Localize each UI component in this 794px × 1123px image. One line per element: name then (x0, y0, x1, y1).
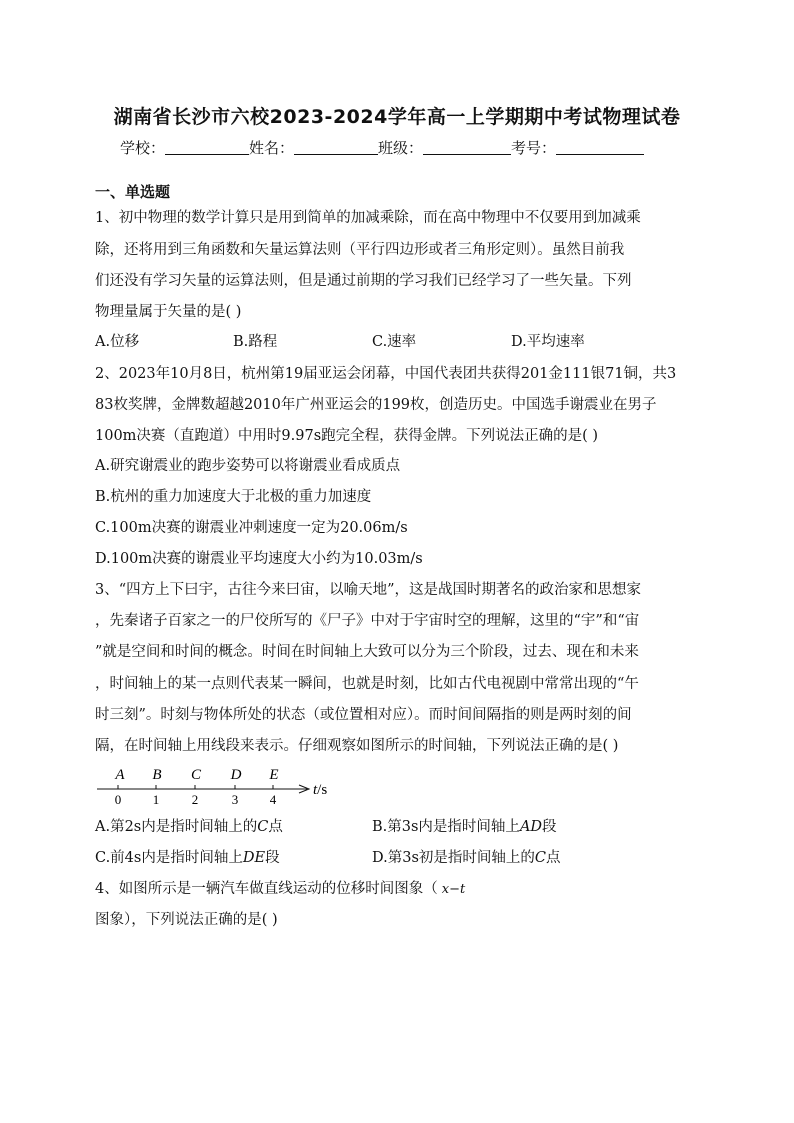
q3-option-a-text: A.第2s内是指时间轴上的 (95, 819, 258, 835)
q2-option-d[interactable]: D.100m决赛的谢震业平均速度大小约为10.03m/s (95, 551, 423, 567)
question-4-text: 4、如图所示是一辆汽车做直线运动的位移时间图象（ (95, 881, 438, 897)
name-label: 姓名： (249, 139, 295, 157)
student-info-line (120, 137, 644, 158)
question-2-line: 100m决赛（直跑道）中用时9.97s跑完全程，获得金牌。下列说法正确的是( ) (95, 428, 599, 444)
tick-label: 3 (231, 792, 239, 807)
point-label-d: D (230, 767, 242, 783)
q3-option-d-text: D.第3s初是指时间轴上的 (372, 850, 535, 866)
page-title: 湖南省长沙市六校2023-2024学年高一上学期期中考试物理试卷 (113, 106, 681, 128)
q3-option-c-text: C.前4s内是指时间轴上 (95, 850, 243, 866)
question-1-line: 1、初中物理的数学计算只是用到简单的加减乘除，而在高中物理中不仅要用到加减乘 (95, 210, 641, 226)
question-3-line: 3、“四方上下曰宇，古往今来曰宙，以喻天地”，这是战国时期著名的政治家和思想家 (95, 582, 642, 598)
q3-option-c-suffix: 段 (265, 850, 280, 866)
axis-unit-variable: t (313, 782, 318, 798)
q3-option-d-suffix: 点 (546, 850, 561, 866)
question-1-line: 除，还将用到三角函数和矢量运算法则（平行四边形或者三角形定则）。虽然目前我 (95, 242, 625, 258)
q1-option-b[interactable]: B.路程 (233, 334, 278, 350)
question-4-line (95, 877, 465, 898)
exam-no-label: 考号： (511, 139, 557, 157)
question-3-line: ”就是空间和时间的概念。时间在时间轴上大致可以分为三个阶段，过去、现在和未来 (95, 644, 639, 660)
q3-option-b-symbol: AD (519, 819, 543, 835)
tick-label: 4 (269, 792, 277, 807)
question-3-line: ，先秦诸子百家之一的尸佼所写的《尸子》中对于宇宙时空的理解，这里的“宇”和“宙 (95, 613, 640, 629)
point-label-e: E (269, 767, 279, 783)
q2-option-a[interactable]: A.研究谢震业的跑步姿势可以将谢震业看成质点 (95, 458, 401, 474)
class-field[interactable] (423, 140, 511, 155)
q3-option-b[interactable] (372, 815, 557, 836)
question-3-line: 时三刻”。时刻与物体所处的状态（或位置相对应）。而时间间隔指的则是两时刻的间 (95, 707, 632, 723)
q3-option-c-symbol: DE (242, 850, 266, 866)
exam-no-field[interactable] (556, 140, 644, 155)
school-label: 学校： (120, 139, 166, 157)
axis-unit-suffix: /s (317, 782, 328, 798)
question-3-line: 隔，在时间轴上用线段来表示。仔细观察如图所示的时间轴，下列说法正确的是( ) (95, 738, 619, 754)
question-2-line: 83枚奖牌，金牌数超越2010年广州亚运会的199枚，创造历史。中国选手谢震业在男子 (95, 397, 657, 413)
time-axis-figure (95, 762, 345, 808)
tick-label: 0 (114, 792, 122, 807)
q1-option-a[interactable]: A.位移 (95, 334, 140, 350)
q2-option-b[interactable]: B.杭州的重力加速度大于北极的重力加速度 (95, 489, 372, 505)
question-1-line: 物理量属于矢量的是( ) (95, 304, 242, 320)
point-label-c: C (190, 767, 202, 783)
q3-option-a-symbol: C (257, 819, 269, 835)
question-1-line: 们还没有学习矢量的运算法则，但是通过前期的学习我们已经学习了一些矢量。下列 (95, 273, 632, 289)
question-4-formula: x−t (441, 882, 466, 897)
point-label-b: B (152, 767, 162, 783)
q3-option-c[interactable] (95, 846, 280, 867)
q2-option-c[interactable]: C.100m决赛的谢震业冲刺速度一定为20.06m/s (95, 520, 408, 536)
question-2-line: 2、2023年10月8日，杭州第19届亚运会闭幕，中国代表团共获得201金111银71铜，共3 (95, 366, 677, 382)
tick-label: 1 (152, 792, 160, 807)
tick-label: 2 (191, 792, 199, 807)
q3-option-a[interactable] (95, 815, 283, 836)
q3-option-b-suffix: 段 (542, 819, 557, 835)
axis-ticks (118, 785, 273, 789)
q1-option-d[interactable]: D.平均速率 (511, 334, 585, 350)
name-field[interactable] (294, 140, 378, 155)
q3-option-d-symbol: C (534, 850, 546, 866)
q3-option-a-suffix: 点 (268, 819, 283, 835)
question-4-line: 图象），下列说法正确的是( ) (95, 912, 278, 928)
axis-unit-label (313, 782, 327, 798)
section-heading: 一、单选题 (95, 183, 171, 201)
q3-option-b-text: B.第3s内是指时间轴上 (372, 819, 520, 835)
class-label: 班级： (378, 139, 424, 157)
point-label-a: A (115, 767, 125, 783)
school-field[interactable] (165, 140, 249, 155)
q3-option-d[interactable] (372, 846, 561, 867)
question-3-line: ，时间轴上的某一点则代表某一瞬间，也就是时刻，比如古代电视剧中常常出现的“午 (95, 676, 639, 692)
q1-option-c[interactable]: C.速率 (372, 334, 417, 350)
